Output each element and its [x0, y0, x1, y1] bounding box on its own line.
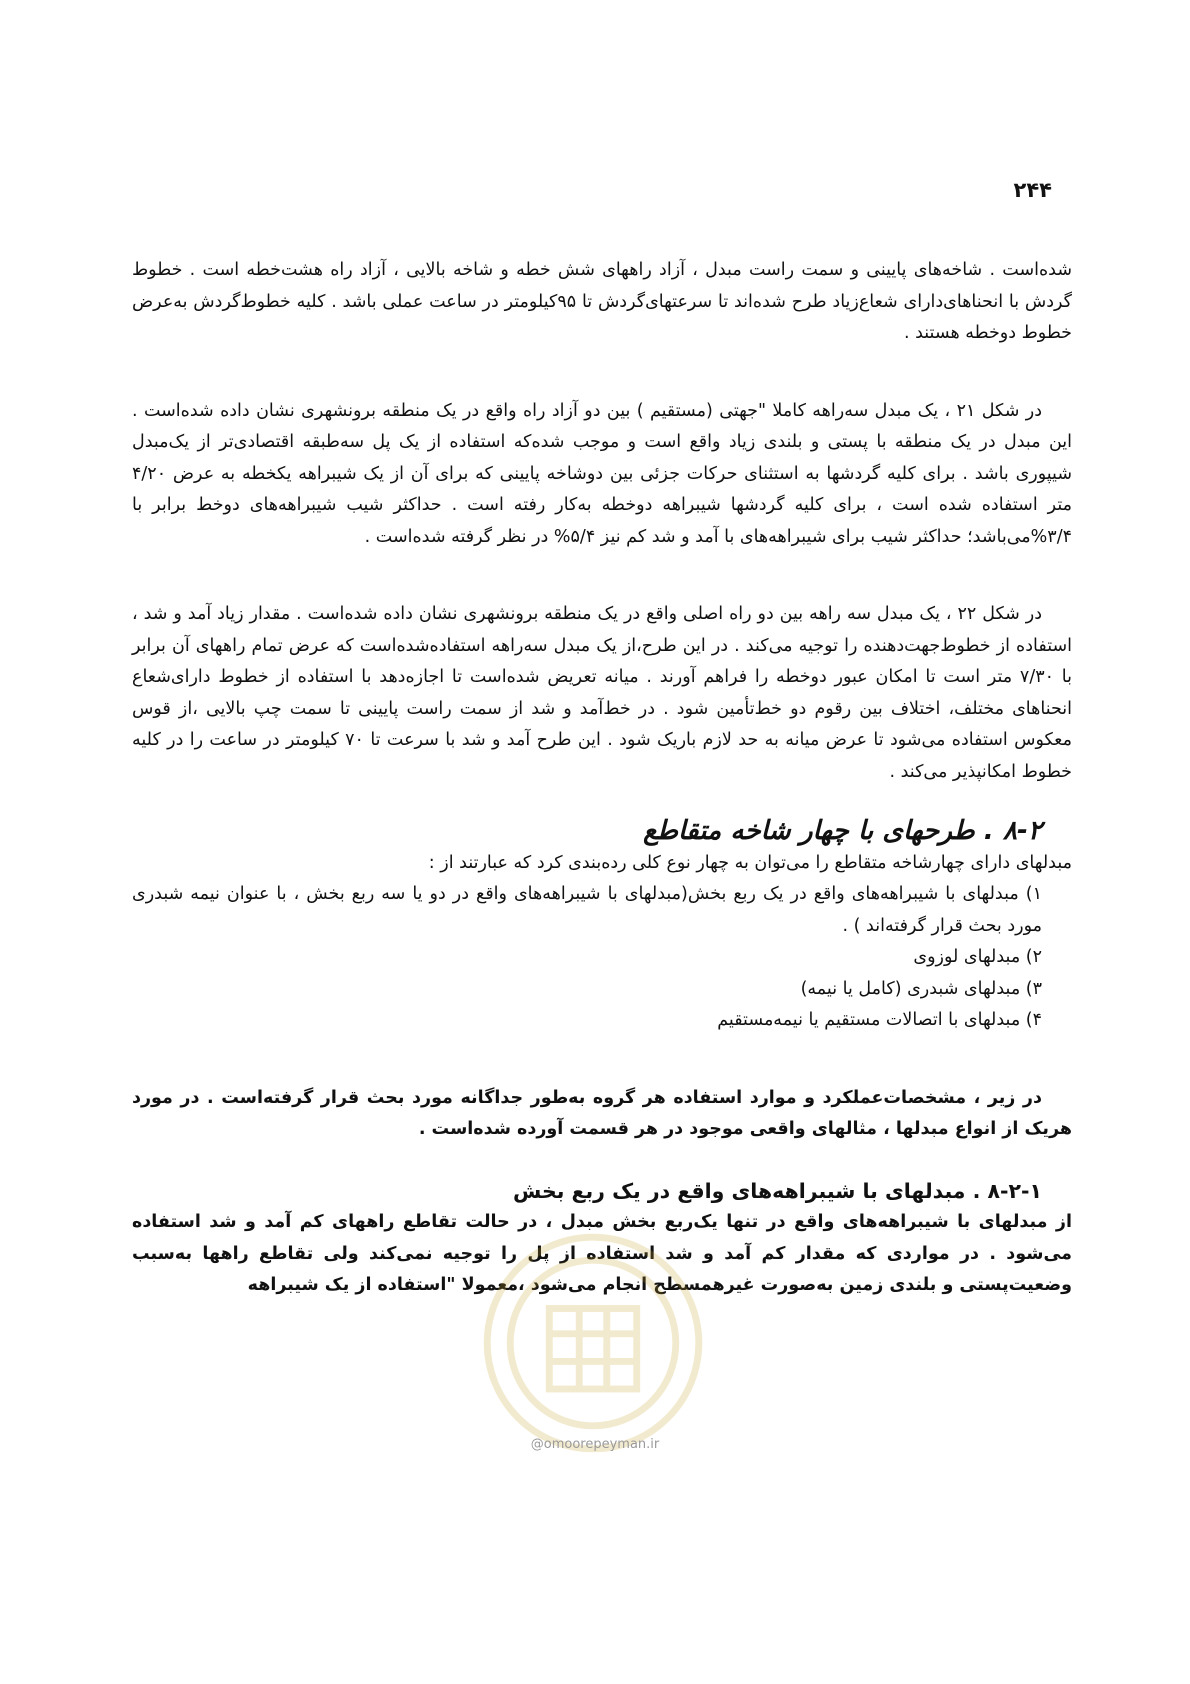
section-heading: ۸-۲ . طرحهای با چهار شاخه متقاطع	[643, 816, 1042, 846]
list-item: ۲) مبدلهای لوزوی	[913, 947, 1042, 967]
list-item: ۱) مبدلهای با شیبراهه‌های واقع در یک ربع بخش(مبدلهای با شیبراهه‌های واقع در دو یا سه ربع بخش ، با عنوان نیمه شبدری مورد بحث قرار گرفته‌اند ) .	[132, 884, 1042, 936]
subsection-heading: ۸-۲-۱ . مبدلهای با شیبراهه‌های واقع در یک ربع بخش	[513, 1178, 1042, 1203]
paragraph-continued: شده‌است . شاخه‌های پایینی و سمت راست مبدل ، آزاد راههای شش خطه و شاخه بالایی ، آزاد راه هشت‌خطه است . خطوط گردش با انحناهای‌دارای شعاع‌زیاد طرح شده‌اند تا سرعتهای‌گردش تا ۹۵کیلومتر در ساعت عملی باشد . کلیه خطوط‌گردش به‌عرض خطوط دوخطه هستند .	[132, 260, 1073, 343]
list-item: ۳) مبدلهای شبدری (کامل یا نیمه)	[800, 978, 1042, 999]
publisher-seal-icon	[478, 1228, 708, 1458]
paragraph-quadrant-ramps: از مبدلهای با شیبراهه‌های واقع در تنها یک‌ربع بخش مبدل ، در حالت تقاطع راههای کم آمد و شد استفاده می‌شود . در مواردی که مقدار کم آمد و شد استفاده از پل را توجیه نمی‌کند ولی تقاطع راهها به‌سبب وضعیت‌پستی و بلندی زمین به‌صورت غیرهمسطح انجام می‌شود ،معمولا "استفاده از یک شیبراهه	[132, 1212, 1072, 1295]
page-body	[132, 255, 1072, 1302]
watermark-url: @omoorepeyman.ir	[530, 1437, 660, 1452]
page-number: ۲۴۴	[1013, 178, 1052, 202]
paragraph-overview: در زیر ، مشخصات‌عملکرد و موارد استفاده هر گروه به‌طور جداگانه مورد بحث قرار گرفته‌است . در مورد هریک از انواع مبدلها ، مثالهای واقعی موجود در هر قسمت آورده شده‌است .	[132, 1087, 1072, 1139]
interchange-types-list	[132, 879, 1072, 1037]
list-item: ۴) مبدلهای با اتصالات مستقیم یا نیمه‌مستقیم	[717, 1010, 1042, 1030]
paragraph-figure-21: در شکل ۲۱ ، یک مبدل سه‌راهه کاملا "جهتی (مستقیم ) بین دو آزاد راه واقع در یک منطقه برونشهری نشان داده شده‌است . این مبدل در یک منطقه با پستی و بلندی زیاد واقع است و موجب شده‌که استفاده از یک پل سه‌طبقه اقتصادی‌تر از یک‌مبدل شیپوری باشد . برای کلیه گردشها به استثنای حرکات جزئی بین دوشاخه پایینی که برای آن از یک شیبراهه یکخطه به عرض ۴/۲۰ متر استفاده شده است ، برای کلیه گردشها شیبراهه دوخطه به‌کار رفته است . حداکثر شیب شیبراهه‌های دوخط برابر با ۳/۴%می‌باشد؛ حداکثر شیب برای شیبراهه‌های با آمد و شد کم نیز ۵/۴% در نظر گرفته شده‌است .	[132, 400, 1072, 547]
paragraph-figure-22: در شکل ۲۲ ، یک مبدل سه راهه بین دو راه اصلی واقع در یک منطقه برونشهری نشان داده شده‌است . مقدار زیاد آمد و شد ، استفاده از خطوط‌جهت‌دهنده را توجیه می‌کند . در این طرح،از یک مبدل سه‌راهه استفاده‌شده‌است که عرض تمام راههای آن برابر با ۷/۳۰ متر است تا امکان عبور دوخطه را فراهم آورند . میانه تعریض شده‌است تا اجازه‌دهد با استفاده از خطوط دارای‌شعاع انحناهای مختلف، اختلاف بین رقوم دو خط‌تأمین شود . در خط‌آمد و شد از سمت راست پایینی تا سمت چپ بالایی ،از قوس معکوس استفاده می‌شود تا عرض میانه به حد لازم باریک شود . این طرح آمد و شد با سرعت تا ۷۰ کیلومتر در ساعت را در کلیه خطوط امکانپذیر می‌کند .	[132, 604, 1073, 782]
paragraph-classification: مبدلهای دارای چهارشاخه متقاطع را می‌توان به چهار نوع کلی رده‌بندی کرد که عبارتند از :	[428, 852, 1072, 873]
